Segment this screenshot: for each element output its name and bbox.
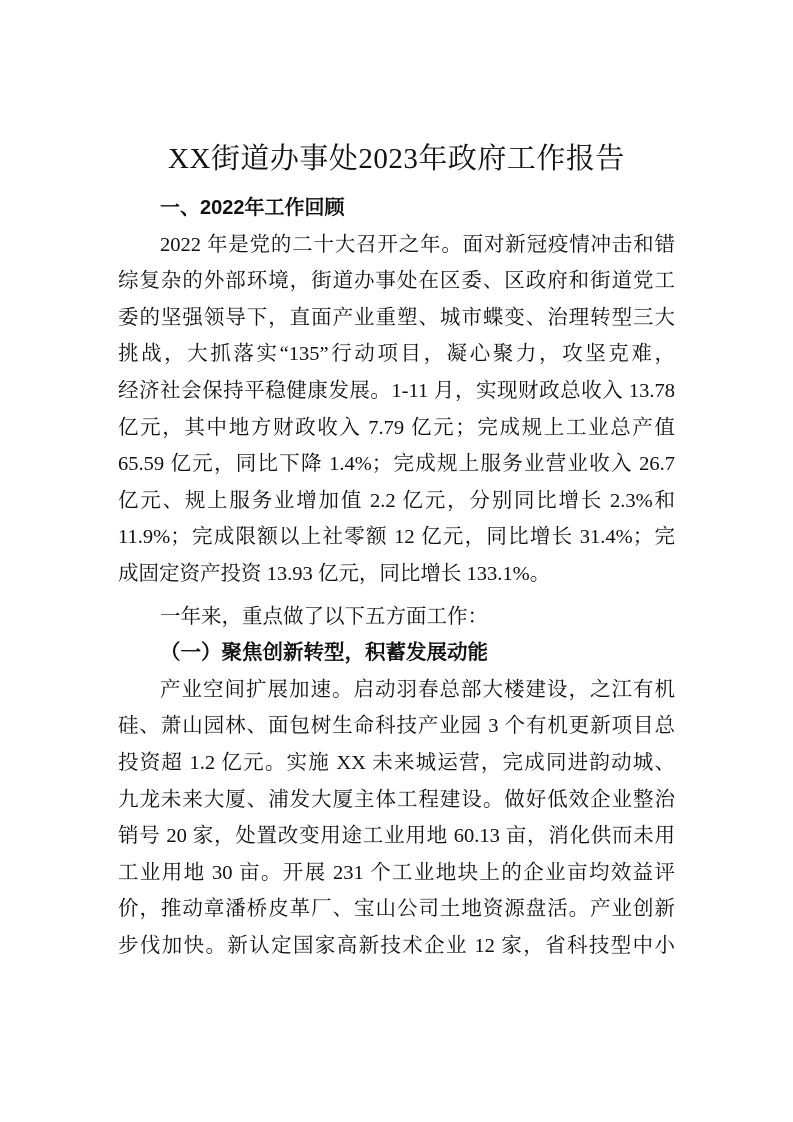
paragraph-line: 销号 20 家，处置改变用途工业用地 60.13 亩，消化供而未用 xyxy=(118,825,675,848)
paragraph-line: 亿元、规上服务业增加值 2.2 亿元，分别同比增长 2.3%和 xyxy=(118,489,675,512)
paragraph-line: 2022 年是党的二十大召开之年。面对新冠疫情冲击和错 xyxy=(160,233,675,256)
paragraph-line: 委的坚强领导下，直面产业重塑、城市蝶变、治理转型三大 xyxy=(118,306,675,329)
paragraph-line: 挑战，大抓落实“135”行动项目，凝心聚力，攻坚克难， xyxy=(118,343,675,366)
paragraph-line: 步伐加快。新认定国家高新技术企业 12 家，省科技型中小 xyxy=(118,934,675,957)
paragraph-line: 九龙未来大厦、浦发大厦主体工程建设。做好低效企业整治 xyxy=(118,788,675,811)
paragraph-industry xyxy=(118,672,675,965)
subsection-heading: （一）聚焦创新转型，积蓄发展动能 xyxy=(160,642,488,665)
paragraph-line: 成固定资产投资 13.93 亿元，同比增长 133.1%。 xyxy=(118,562,551,585)
paragraph-line: 投资超 1.2 亿元。实施 XX 未来城运营，完成同进韵动城、 xyxy=(118,751,675,774)
document-title: XX街道办事处2023年政府工作报告 xyxy=(168,143,625,175)
document-body xyxy=(118,190,675,964)
paragraph-line: 经济社会保持平稳健康发展。1-11 月，实现财政总收入 13.78 xyxy=(118,379,675,402)
section-heading: 一、2022年工作回顾 xyxy=(160,197,345,219)
paragraph-line: 亿元，其中地方财政收入 7.79 亿元；完成规上工业总产值 xyxy=(118,416,675,439)
paragraph-line: 综复杂的外部环境，街道办事处在区委、区政府和街道党工 xyxy=(118,270,675,293)
paragraph-overview xyxy=(118,227,675,593)
paragraph-line: 产业空间扩展加速。启动羽春总部大楼建设，之江有机 xyxy=(160,678,675,701)
paragraph-summary: 一年来，重点做了以下五方面工作： xyxy=(160,605,488,628)
paragraph-line: 65.59 亿元，同比下降 1.4%；完成规上服务业营业收入 26.7 xyxy=(118,453,675,476)
paragraph-line: 价，推动章潘桥皮革厂、宝山公司土地资源盘活。产业创新 xyxy=(118,898,675,921)
paragraph-line: 11.9%；完成限额以上社零额 12 亿元，同比增长 31.4%；完 xyxy=(118,526,675,549)
paragraph-line: 硅、萧山园林、面包树生命科技产业园 3 个有机更新项目总 xyxy=(118,715,675,738)
paragraph-line: 工业用地 30 亩。开展 231 个工业地块上的企业亩均效益评 xyxy=(118,861,675,884)
